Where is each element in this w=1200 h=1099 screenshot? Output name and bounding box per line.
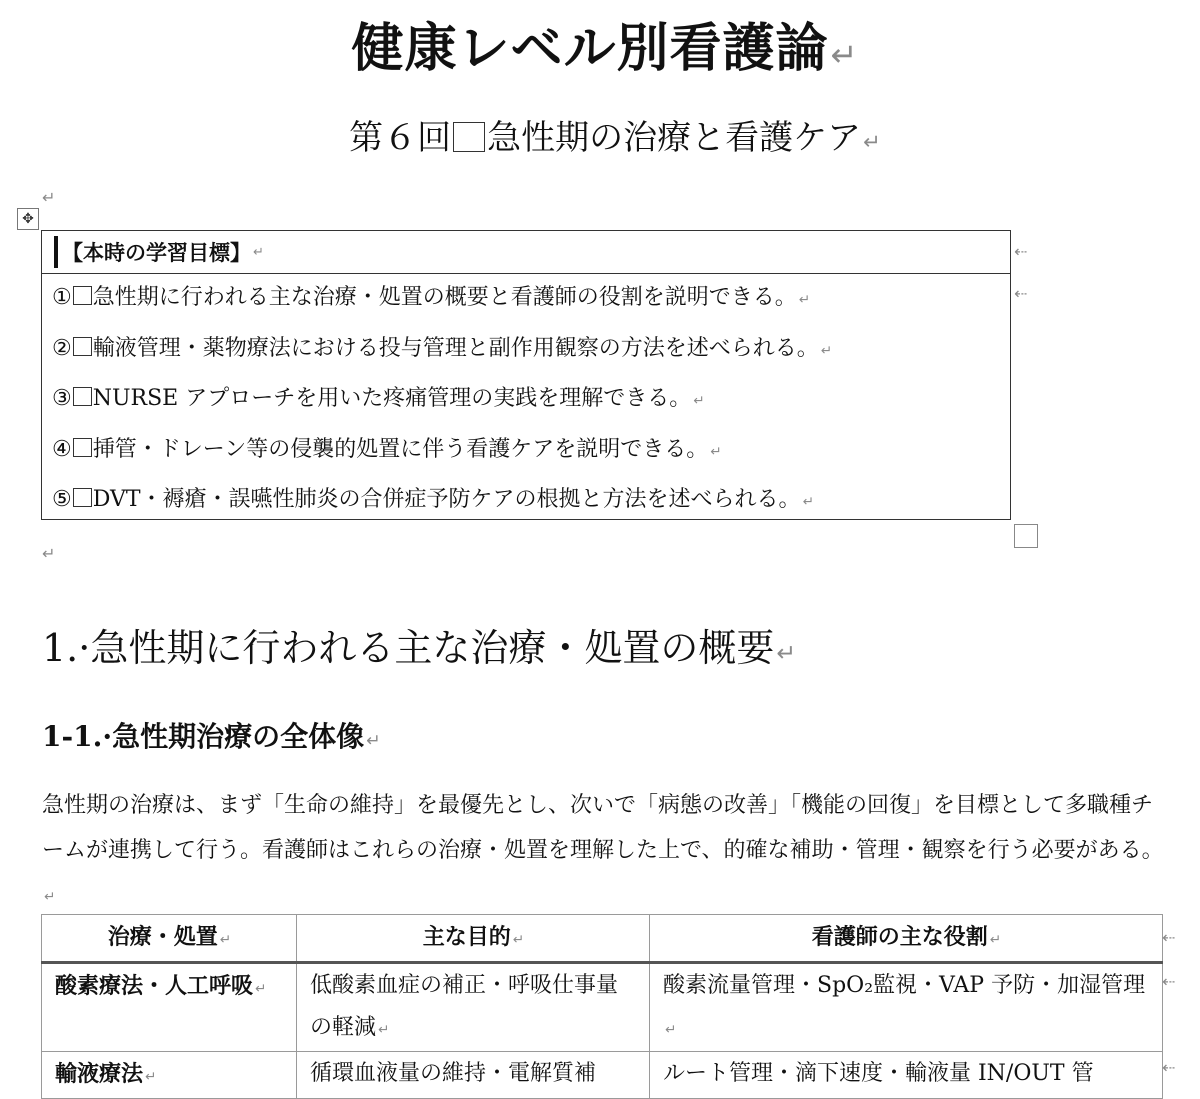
document-title: 健康レベル別看護論↵ <box>351 18 859 79</box>
table-cell: 酸素療法・人工呼吸 ↵ <box>42 963 297 1052</box>
goal-item: ② 輸液管理・薬物療法における投与管理と副作用観察の方法を述べられる。 ↵ <box>52 335 833 361</box>
end-of-row-mark: ⇠ <box>1162 972 1176 991</box>
paragraph-mark: ↵ <box>42 188 56 207</box>
goal-item: ① 急性期に行われる主な治療・処置の概要と看護師の役割を説明できる。 ↵ <box>52 285 811 310</box>
empty-box-glyph <box>453 122 485 152</box>
goals-heading: 【本時の学習目標】 ↵ <box>42 231 1010 274</box>
treatment-table <box>41 914 1163 1099</box>
table-move-handle-icon[interactable]: ✥ <box>17 208 39 230</box>
table-header-cell: 主な目的 ↵ <box>297 915 650 963</box>
table-cell: 低酸素血症の補正・呼吸仕事量の軽減 ↵ <box>297 963 650 1052</box>
goal-item: ④ 挿管・ドレーン等の侵襲的処置に伴う看護ケアを説明できる。 ↵ <box>52 436 722 462</box>
end-of-row-mark: ⇠ <box>1162 928 1176 947</box>
table-row <box>42 1052 1163 1099</box>
table-cell: 循環血液量の維持・電解質補 <box>297 1052 650 1099</box>
table-row <box>42 963 1163 1052</box>
body-paragraph: 急性期の治療は、まず「生命の維持」を最優先とし、次いで「病態の改善」「機能の回復」を目標として多職種チームが連携して行う。看護師はこれらの治療・処置を理解した上で、的確な補助・管理・観察を行う必要がある。↵ <box>42 793 1164 905</box>
goals-list <box>42 274 1010 527</box>
subsection-heading: 1-1.·急性期治療の全体像 ↵ <box>42 720 381 753</box>
table-header-cell: 治療・処置 ↵ <box>42 915 297 963</box>
end-of-row-mark: ⇠ <box>1162 1058 1176 1077</box>
paragraph-mark: ↵ <box>42 544 56 563</box>
goal-item: ⑤ DVT・褥瘡・誤嚥性肺炎の合併症予防ケアの根拠と方法を述べられる。 ↵ <box>52 487 814 512</box>
table-cell: ルート管理・滴下速度・輸液量 IN/OUT 管 <box>650 1052 1163 1099</box>
table-header-cell: 看護師の主な役割 ↵ <box>650 915 1163 963</box>
table-resize-handle[interactable] <box>1014 524 1038 548</box>
document-subtitle: 第６回 急性期の治療と看護ケア↵ <box>349 118 881 158</box>
table-cell: 酸素流量管理・SpO₂監視・VAP 予防・加湿管理↵ <box>650 963 1163 1052</box>
goal-item: ③ NURSE アプローチを用いた疼痛管理の実践を理解できる。 ↵ <box>52 386 705 411</box>
section-heading: 1.·急性期に行われる主な治療・処置の概要↵ <box>42 626 797 670</box>
end-of-row-mark: ⇠ <box>1014 284 1028 303</box>
table-cell: 輸液療法 ↵ <box>42 1052 297 1099</box>
learning-goals-box <box>41 230 1011 520</box>
end-of-row-mark: ⇠ <box>1014 242 1028 261</box>
table-header-row <box>42 915 1163 963</box>
